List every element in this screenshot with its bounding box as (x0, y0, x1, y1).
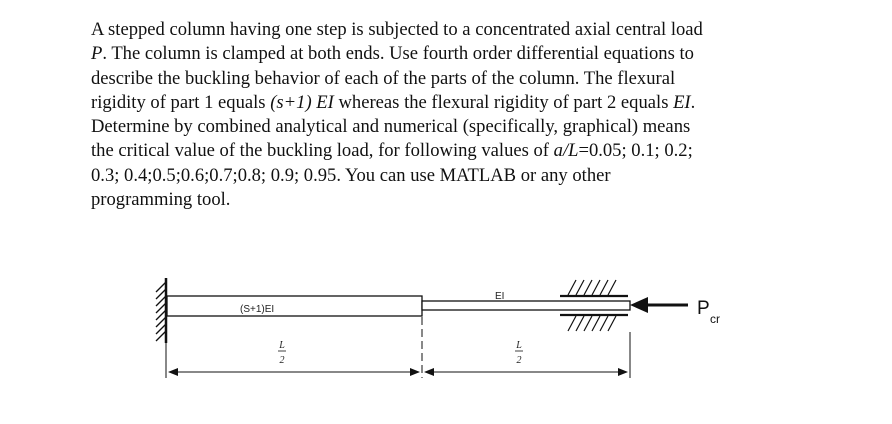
svg-text:2: 2 (279, 355, 285, 366)
problem-line-1: A stepped column having one step is subjected to a concentrated axial central load (91, 19, 703, 40)
rigidity-part1: (s+1) EI (270, 91, 334, 113)
column-part-1 (167, 296, 422, 316)
problem-line-8: programming tool. (91, 189, 231, 211)
problem-line-4: rigidity of part 1 equals (s+1) EI whereas the flexural rigidity of part 2 equals EI. (91, 91, 696, 113)
load-symbol-p: P (91, 43, 103, 65)
extension-lines (166, 317, 630, 378)
problem-line-3: describe the buckling behavior of each of the parts of the column. The flexural (91, 67, 676, 89)
load-label-p: P (697, 298, 710, 319)
problem-line-5: Determine by combined analytical and numerical (specifically, graphical) means (91, 116, 691, 138)
left-clamp-support (156, 278, 166, 343)
svg-text:L: L (516, 340, 522, 351)
part1-rigidity-label: (S+1)EI (240, 304, 275, 315)
rigidity-part2: EI (673, 91, 691, 113)
load-label-subscript: cr (710, 312, 720, 326)
svg-text:L: L (279, 340, 285, 351)
problem-line-7: 0.3; 0.4;0.5;0.6;0.7;0.8; 0.9; 0.95. You can use MATLAB or any other (91, 164, 611, 186)
svg-text:2: 2 (516, 355, 522, 366)
problem-line-2: P. The column is clamped at both ends. Use fourth order differential equations to (91, 43, 694, 65)
column-part-2 (422, 301, 630, 310)
load-arrow (630, 297, 688, 313)
dimension-label-1 (278, 340, 286, 366)
part2-rigidity-label: EI (495, 291, 505, 302)
problem-line-6: the critical value of the buckling load, for following values of a/L=0.05; 0.1; 0.2; (91, 140, 693, 162)
dimension-label-2 (515, 340, 523, 366)
ratio-a-over-l: a/L (553, 140, 579, 162)
